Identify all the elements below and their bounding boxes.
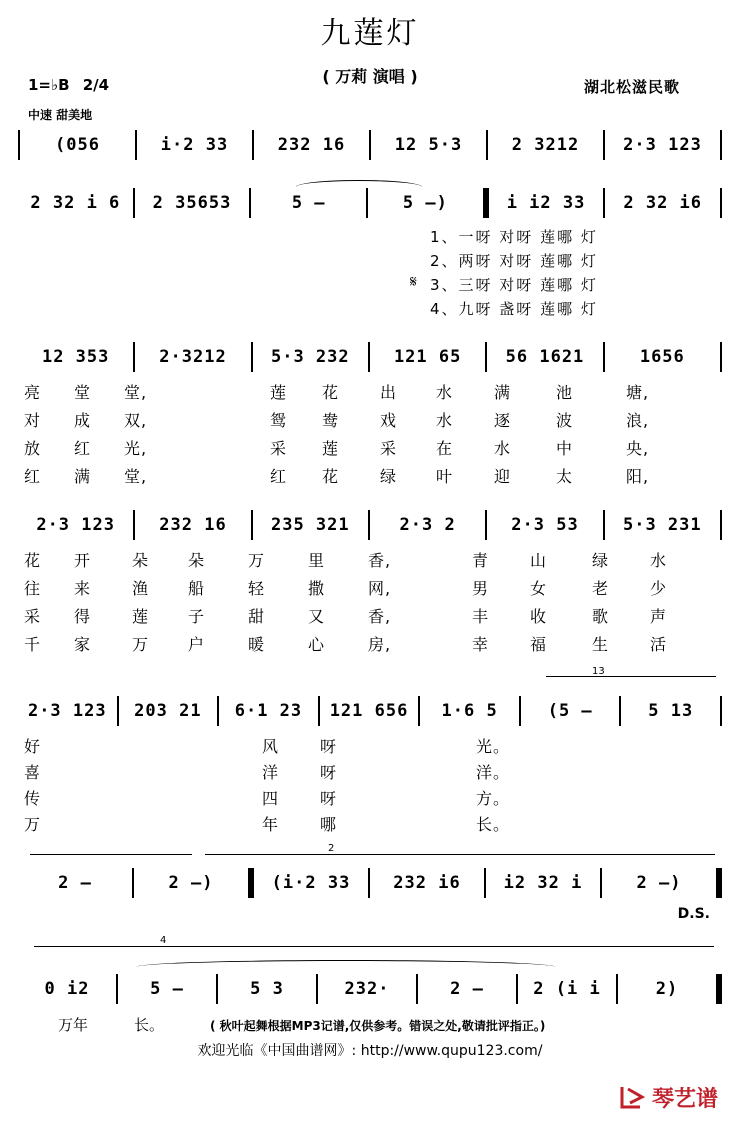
measure: 2·3 53 [511,515,579,535]
lyric-char: 开 [74,551,92,570]
lyric-char: 声 [650,607,668,626]
rest-bracket [34,946,714,948]
barline [720,696,722,726]
tempo-marking: 中速 甜美地 [28,108,93,122]
lyric-char: 香, [368,607,392,626]
logo-icon [618,1085,648,1111]
barline [720,188,722,218]
lyric-char: 塘, [626,383,650,402]
measure: 56 1621 [505,347,585,367]
rest-bracket [205,854,715,856]
lyric-char: 在 [436,439,454,458]
lyric-char: 香, [368,551,392,570]
lyric-char: 又 [308,607,326,626]
notation-system-7 [18,972,722,1006]
lyric-char: 采 [380,439,398,458]
measure: 2·3 123 [623,135,702,155]
lyric-char: 阳, [626,467,650,486]
dal-segno-marking: D.S. [677,906,710,922]
lyric-line-b3 [22,604,722,628]
measure: 2 (i i [533,979,601,999]
measure: 232 i6 [393,873,461,893]
key-signature [28,76,109,94]
lyric-char: 迎 [494,467,512,486]
lyric-char: 红 [270,467,288,486]
notation-system-6 [18,866,722,900]
measure: 203 21 [134,701,202,721]
lyric-char: 水 [436,411,454,430]
verse-line-3: 3、三呀 对呀 莲哪 灯 [430,276,598,294]
lyric-char: 喜 [24,763,42,782]
lyric-char: 活 [650,635,668,654]
lyric-char: 朵 [132,551,150,570]
lyric-char: 老 [592,579,610,598]
measure: 2 – [450,979,484,999]
notation-system-4 [18,508,722,542]
time-signature: 2/4 [82,76,110,94]
verse-line-1: 1、一呀 对呀 莲哪 灯 [430,228,598,246]
lyric-char: 叶 [436,467,454,486]
lyric-line-c1 [22,734,722,758]
lyric-char: 满 [74,467,92,486]
lyric-char: 子 [188,607,206,626]
key-label: 1=♭B [28,76,70,94]
lyric-char: 水 [436,383,454,402]
measure: 5·3 232 [270,347,350,367]
measure: 2 3212 [511,135,580,155]
lyric-char: 莲 [270,383,288,402]
lyric-char: 绿 [380,467,398,486]
measure: 2·3212 [159,347,227,367]
measure: 5 – [291,193,326,213]
lyric-char: 网, [368,579,392,598]
lyric-char: 央, [626,439,650,458]
lyric-char: 房, [368,635,392,654]
segno-sign: 𝄋 [410,272,417,291]
lyric-char: 丰 [472,607,490,626]
final-lyric-1: 万年 [58,1016,89,1034]
transcription-note: ( 秋叶起舞根据MP3记谱,仅供参考。错误之处,敬请批评指正。) [210,1019,546,1033]
lyric-char: 得 [74,607,92,626]
barline [720,130,722,160]
measure: 5·3 231 [622,515,702,535]
measure: (056 [55,135,100,155]
lyric-line-a4 [22,464,722,488]
lyric-char: 红 [74,439,92,458]
lyric-char: 哪 [320,815,338,834]
lyric-char: 鸳 [270,411,288,430]
lyric-char: 方。 [476,789,511,808]
notation-system-5 [18,694,722,728]
final-barline [716,868,722,898]
measure: 5 13 [648,701,694,721]
lyric-char: 太 [556,467,574,486]
lyric-line-c3 [22,786,722,810]
lyric-char: 洋 [262,763,280,782]
measure: 2·3 123 [36,515,115,535]
lyric-line-b1 [22,548,722,572]
measure: 2 – [58,873,92,893]
measure: 232· [344,979,390,999]
lyric-char: 渔 [132,579,150,598]
measure: 2) [655,979,679,999]
lyric-char: 万 [24,815,42,834]
lyric-char: 山 [530,551,548,570]
lyric-char: 万 [248,551,266,570]
lyric-char: 船 [188,579,206,598]
lyric-char: 甜 [248,607,266,626]
lyric-char: 采 [24,607,42,626]
rest-count: 2 [328,843,335,854]
tie-slur [136,960,556,967]
lyric-char: 呀 [320,763,338,782]
lyric-char: 呀 [320,737,338,756]
measure: i·2 33 [160,135,229,155]
lyric-char: 红 [24,467,42,486]
lyric-char: 四 [262,789,280,808]
lyric-char: 朵 [188,551,206,570]
site-logo [618,1082,718,1113]
lyric-char: 双, [124,411,148,430]
site-welcome: 欢迎光临《中国曲谱网》: http://www.qupu123.com/ [197,1043,543,1059]
lyric-char: 莲 [132,607,150,626]
lyric-char: 少 [650,579,668,598]
lyric-char: 传 [24,789,42,808]
rest-count: 13 [592,666,605,677]
final-lyric-2: 长。 [134,1016,165,1034]
lyric-char: 成 [74,411,92,430]
rest-bracket [30,854,192,856]
lyric-char: 轻 [248,579,266,598]
lyric-char: 出 [380,383,398,402]
lyric-char: 花 [322,467,340,486]
measure: 0 i2 [44,979,90,999]
barline [720,510,722,540]
measure: 2 –) [168,873,214,893]
notation-system-2 [18,186,722,220]
measure: 121 656 [329,701,409,721]
lyric-char: 歌 [592,607,610,626]
lyric-char: 堂, [124,467,148,486]
lyric-char: 心 [308,635,326,654]
lyric-char: 花 [322,383,340,402]
notation-system-3 [18,340,722,374]
lyric-char: 呀 [320,789,338,808]
lyric-char: 采 [270,439,288,458]
measure: (5 – [547,701,593,721]
lyric-char: 中 [556,439,574,458]
lyric-char: 鸯 [322,411,340,430]
measure: 1·6 5 [441,701,498,721]
measure: 6·1 23 [234,701,303,721]
lyric-char: 户 [188,635,206,654]
measure: 12 5·3 [394,135,463,155]
lyric-char: 青 [472,551,490,570]
lyric-char: 长。 [476,815,511,834]
lyric-char: 暖 [248,635,266,654]
lyric-line-c2 [22,760,722,784]
lyric-line-b4 [22,632,722,656]
notation-system-1 [18,128,722,162]
measure: 2 32 i 6 [30,193,121,213]
lyric-char: 堂, [124,383,148,402]
lyric-line-a2 [22,408,722,432]
measure: i2 32 i [503,873,583,893]
measure: 2·3 2 [399,515,456,535]
measure: 5 3 [250,979,284,999]
logo-text: 琴艺谱 [651,1087,718,1112]
lyric-char: 男 [472,579,490,598]
lyric-char: 堂 [74,383,92,402]
measure: 5 – [150,979,184,999]
verse-line-2: 2、两呀 对呀 莲哪 灯 [430,252,598,270]
measure: 232 16 [159,515,227,535]
lyric-char: 对 [24,411,42,430]
lyric-char: 莲 [322,439,340,458]
measure: 2·3 123 [27,701,107,721]
measure: 235 321 [270,515,350,535]
verse-line-4: 4、九呀 盏呀 莲哪 灯 [430,300,598,318]
lyric-line-a1 [22,380,722,404]
measure: i i2 33 [506,193,586,213]
lyric-char: 家 [74,635,92,654]
song-origin: 湖北松滋民歌 [583,78,680,96]
rest-bracket [546,676,716,678]
lyric-char: 女 [530,579,548,598]
lyric-line-c4 [22,812,722,836]
lyric-char: 浪, [626,411,650,430]
lyric-char: 生 [592,635,610,654]
lyric-char: 池 [556,383,574,402]
lyric-char: 里 [308,551,326,570]
measure: 2 35653 [152,193,232,213]
lyric-char: 千 [24,635,42,654]
lyric-char: 放 [24,439,42,458]
performer-credit: ( 万莉 演唱 ) [322,67,418,86]
lyric-char: 风 [262,737,280,756]
measure: 2 32 i6 [623,193,703,213]
lyric-char: 逐 [494,411,512,430]
lyric-char: 收 [530,607,548,626]
rest-count: 4 [160,935,167,946]
lyric-char: 来 [74,579,92,598]
measure: 232 16 [277,135,346,155]
lyric-line-a3 [22,436,722,460]
lyric-char: 亮 [24,383,42,402]
lyric-char: 花 [24,551,42,570]
measure: 2 –) [636,873,682,893]
measure: 1656 [639,347,685,367]
lyric-char: 好 [24,737,42,756]
lyric-char: 幸 [472,635,490,654]
lyric-char: 撒 [308,579,326,598]
barline [720,342,722,372]
lyric-char: 水 [650,551,668,570]
final-barline [716,974,722,1004]
lyric-char: 满 [494,383,512,402]
lyric-char: 万 [132,635,150,654]
measure: (i·2 33 [271,873,351,893]
lyric-char: 光, [124,439,148,458]
measure: 12 353 [41,347,110,367]
lyric-char: 往 [24,579,42,598]
lyric-line-b2 [22,576,722,600]
measure: 121 65 [393,347,462,367]
lyric-char: 年 [262,815,280,834]
lyric-char: 光。 [476,737,511,756]
lyric-char: 福 [530,635,548,654]
lyric-char: 洋。 [476,763,511,782]
song-title: 九莲灯 [320,16,420,51]
lyric-char: 波 [556,411,574,430]
lyric-char: 戏 [380,411,398,430]
lyric-char: 绿 [592,551,610,570]
lyric-char: 水 [494,439,512,458]
measure: 5 –) [402,193,448,213]
